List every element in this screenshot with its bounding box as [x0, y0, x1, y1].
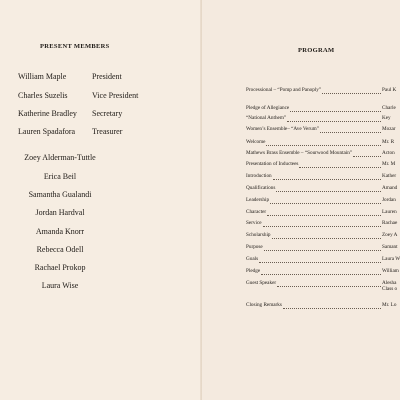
officer-name: Charles Suzelis — [18, 91, 68, 100]
program-item-performer: Mr. R — [382, 139, 395, 145]
program-item-performer: Amand — [382, 185, 398, 191]
program-item-title: Closing Remarks — [246, 302, 282, 308]
program-item-performer: Lauren — [382, 209, 397, 215]
program-item — [246, 220, 400, 229]
program-item-performer: Mr. Lo — [382, 302, 397, 308]
program-item-performer-detail: Class o — [382, 286, 398, 292]
program-item-performer: Alesha — [382, 280, 397, 286]
leader-dots — [263, 225, 381, 227]
leader-dots — [283, 307, 381, 309]
leader-dots — [264, 249, 381, 251]
leader-dots — [320, 131, 381, 133]
program-item — [246, 185, 400, 194]
program-item — [246, 232, 400, 241]
member-name: Samantha Gualandi — [28, 190, 92, 199]
officer-row — [0, 72, 202, 84]
member-name: Jordan Hardval — [35, 208, 85, 217]
leader-dots — [277, 285, 381, 287]
leader-dots — [272, 237, 381, 239]
leader-dots — [353, 155, 381, 157]
program-item-title: Goals — [246, 256, 259, 262]
leader-dots — [276, 190, 381, 192]
program-item-performer: Paul K — [382, 87, 397, 93]
leader-dots — [287, 120, 381, 122]
officer-row — [0, 127, 202, 139]
program-item — [246, 256, 400, 265]
officer-row — [0, 109, 202, 121]
program-item-title: Purpose — [246, 244, 263, 250]
leader-dots — [322, 92, 381, 94]
leader-dots — [299, 166, 381, 168]
program-item — [246, 105, 400, 114]
program-item — [246, 115, 400, 124]
leader-dots — [266, 144, 381, 146]
program-item-performer: Charle — [382, 105, 396, 111]
program-item-performer: Jordan — [382, 197, 396, 203]
officer-role: President — [92, 72, 122, 81]
present-members-heading: PRESENT MEMBERS — [40, 43, 110, 50]
program-item — [246, 280, 400, 294]
program-item-title: Scholarship — [246, 232, 271, 238]
member-name: Rachael Prokop — [34, 263, 86, 272]
program-item-performer: William — [382, 268, 399, 274]
leader-dots — [290, 110, 381, 112]
leader-dots — [270, 202, 381, 204]
program-item — [246, 161, 400, 170]
program-item — [246, 209, 400, 218]
member-name: Erica Beil — [43, 172, 77, 181]
program-item-performer: Kather — [382, 173, 397, 179]
member-name: Rebecca Odell — [36, 245, 84, 254]
program-item-performer: Mozar — [382, 126, 396, 132]
officer-row — [0, 91, 202, 103]
program-item — [246, 150, 400, 159]
program-item-title: Mathews Brass Ensemble – “Sourwood Mountain” — [246, 150, 353, 156]
right-page — [202, 0, 400, 400]
program-item-title: Guest Speaker — [246, 280, 277, 286]
member-name: Amanda Knorr — [35, 227, 85, 236]
program-item-performer: Mr. M — [382, 161, 396, 167]
program-item-title: Qualifications — [246, 185, 276, 191]
program-item-title: “National Anthem” — [246, 115, 287, 121]
program-item-performer: Rachae — [382, 220, 398, 226]
program-item — [246, 244, 400, 253]
program-item — [246, 173, 400, 182]
program-item-performer: Acton — [382, 150, 395, 156]
officer-role: Vice President — [92, 91, 139, 100]
member-name: Zoey Alderman-Tuttle — [24, 153, 96, 162]
officer-name: Lauren Spadafora — [18, 127, 76, 136]
program-item — [246, 302, 400, 311]
leader-dots — [267, 214, 381, 216]
program-item — [246, 126, 400, 135]
program-item — [246, 268, 400, 277]
program-item-title: Leadership — [246, 197, 270, 203]
program-item — [246, 87, 400, 96]
program-heading: PROGRAM — [298, 47, 335, 54]
program-item-title: Processional – “Pomp and Panoply” — [246, 87, 322, 93]
officer-role: Treasurer — [92, 127, 123, 136]
leader-dots — [259, 261, 381, 263]
program-item — [246, 139, 400, 148]
leader-dots — [273, 178, 381, 180]
officer-name: William Maple — [18, 72, 67, 81]
program-item-title: Character — [246, 209, 267, 215]
leader-dots — [261, 273, 381, 275]
program-item-title: Pledge of Allegiance — [246, 105, 290, 111]
program-item — [246, 197, 400, 206]
officer-role: Secretary — [92, 109, 123, 118]
program-item-performer: Samant — [382, 244, 398, 250]
program-item-title: Women’s Ensemble– “Ave Verum” — [246, 126, 320, 132]
program-item-title: Service — [246, 220, 262, 226]
program-item-title: Welcome — [246, 139, 266, 145]
program-item-title: Presentation of Inductees — [246, 161, 299, 167]
program-item-performer: Key — [382, 115, 391, 121]
program-item-title: Introduction — [246, 173, 272, 179]
member-name: Laura Wise — [41, 281, 79, 290]
program-item-title: Pledge — [246, 268, 261, 274]
program-item-performer: Laura W — [382, 256, 400, 262]
officer-name: Katherine Bradley — [18, 109, 77, 118]
program-item-performer: Zoey A — [382, 232, 398, 238]
